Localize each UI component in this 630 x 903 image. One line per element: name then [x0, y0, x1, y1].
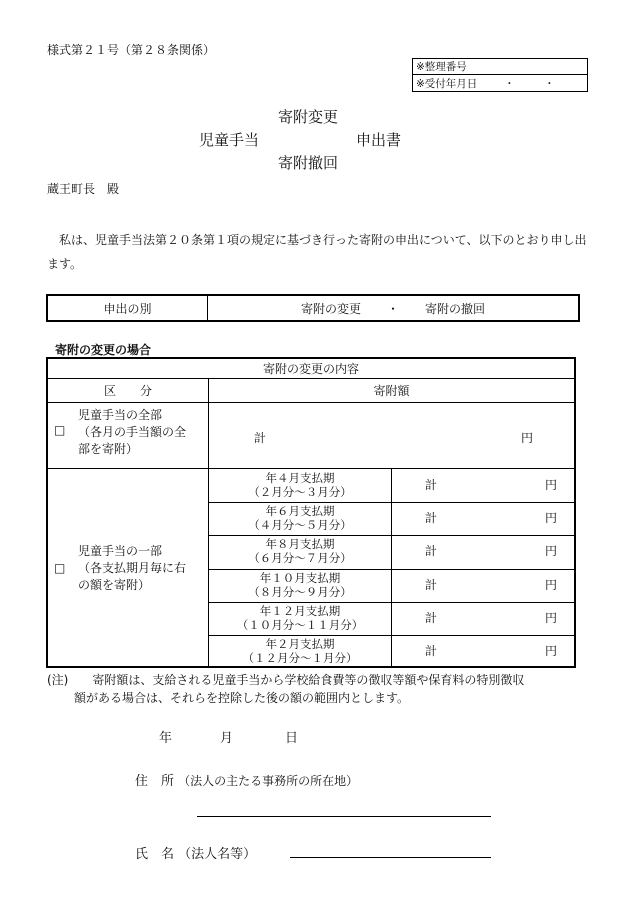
title-change: 寄附変更	[278, 108, 339, 126]
checkbox[interactable]: □	[54, 423, 66, 437]
period-range: （６月分～７月分）	[248, 551, 352, 566]
option-change[interactable]: 寄附の変更	[300, 301, 361, 316]
col-amount-header: 寄附額	[373, 384, 410, 398]
name-input-line[interactable]	[290, 857, 491, 858]
period-range: （２月分～３月分）	[248, 485, 352, 499]
period-title: 年２月支払期	[265, 637, 335, 651]
whole-total-label: 計	[254, 431, 267, 445]
period-yen: 円	[545, 577, 558, 592]
registry-box	[412, 58, 588, 92]
period-title: 年６月支払期	[265, 504, 335, 519]
period-range: （４月分～５月分）	[248, 518, 352, 533]
whole-line2: （各月の手当額の全	[78, 425, 187, 439]
period-range: （８月分～９月分）	[248, 584, 352, 599]
section-heading: 寄附の変更の場合	[55, 343, 152, 357]
part-line2: （各支払期月毎に右	[78, 561, 187, 575]
note-line1: 寄附額は、支給される児童手当から学校給食費等の徴収等額や保育料の特別徴収	[92, 673, 525, 687]
name-hint: （法人名等）	[178, 847, 257, 862]
period-range: （１０月分～１１月分）	[236, 617, 364, 632]
period-yen: 円	[545, 544, 558, 559]
address-input-line[interactable]	[197, 816, 491, 817]
request-kind-row	[46, 294, 580, 322]
period-yen: 円	[545, 511, 558, 526]
form-number: 様式第２１号（第２８条関係）	[47, 43, 216, 57]
title-child-allowance: 児童手当	[199, 131, 260, 149]
period-yen: 円	[545, 478, 558, 492]
period-title: 年４月支払期	[265, 471, 335, 485]
option-withdraw[interactable]: 寄附の撤回	[425, 301, 486, 316]
whole-line1: 児童手当の全部	[78, 408, 163, 422]
address-row	[135, 770, 358, 789]
note-label: (注)	[47, 673, 69, 687]
request-kind-label: 申出の別	[48, 296, 208, 320]
period-total-label: 計	[425, 577, 438, 592]
body-text: 私は、児童手当法第２０条第１項の規定に基づき行った寄附の申出について、以下のとおり申し出ます。	[47, 233, 587, 271]
col-category-header: 区 分	[103, 384, 152, 398]
period-total-label: 計	[425, 644, 438, 658]
period-yen: 円	[545, 644, 558, 658]
registry-date-label: ※受付年月日	[416, 78, 478, 90]
period-title: 年８月支払期	[265, 537, 335, 552]
whole-line3: 部を寄附）	[78, 442, 139, 456]
note-line2: 額がある場合は、それらを控除した後の額の範囲内とします。	[74, 691, 410, 705]
registry-dot: ・	[544, 79, 555, 90]
period-title: 年１０月支払期	[259, 570, 341, 585]
registry-dot: ・	[504, 79, 515, 90]
period-yen: 円	[545, 610, 558, 625]
whole-yen: 円	[521, 431, 534, 445]
period-title: 年１２月支払期	[259, 603, 341, 618]
title-request-form: 申出書	[356, 131, 402, 149]
registry-date	[413, 75, 588, 92]
name-row	[135, 843, 256, 862]
registry-number: ※整理番号	[413, 59, 588, 75]
checkbox[interactable]: □	[54, 561, 66, 575]
date-month: 月	[220, 731, 234, 746]
address-label: 住 所	[135, 774, 175, 789]
address-hint: （法人の主たる事務所の所在地）	[178, 774, 359, 788]
period-range: （１２月分～１月分）	[242, 651, 358, 665]
row-divider	[209, 569, 574, 570]
note	[47, 671, 597, 707]
name-label: 氏 名	[135, 847, 175, 862]
row-divider	[209, 602, 574, 603]
row-divider	[209, 635, 574, 636]
table-header: 寄附の変更の内容	[262, 362, 359, 376]
date-day: 日	[285, 731, 299, 746]
row-divider	[209, 502, 574, 503]
part-line3: の額を寄附）	[78, 578, 151, 592]
title-withdrawal: 寄附撤回	[278, 154, 339, 172]
option-separator: ・	[386, 301, 399, 316]
period-total-label: 計	[425, 511, 438, 526]
period-total-label: 計	[425, 610, 438, 625]
addressee: 蔵王町長 殿	[47, 182, 120, 196]
row-divider	[209, 535, 574, 536]
part-line1: 児童手当の一部	[78, 544, 163, 558]
date-year: 年	[159, 731, 173, 746]
period-total-label: 計	[425, 478, 438, 492]
change-table	[46, 357, 576, 668]
period-total-label: 計	[425, 544, 438, 559]
